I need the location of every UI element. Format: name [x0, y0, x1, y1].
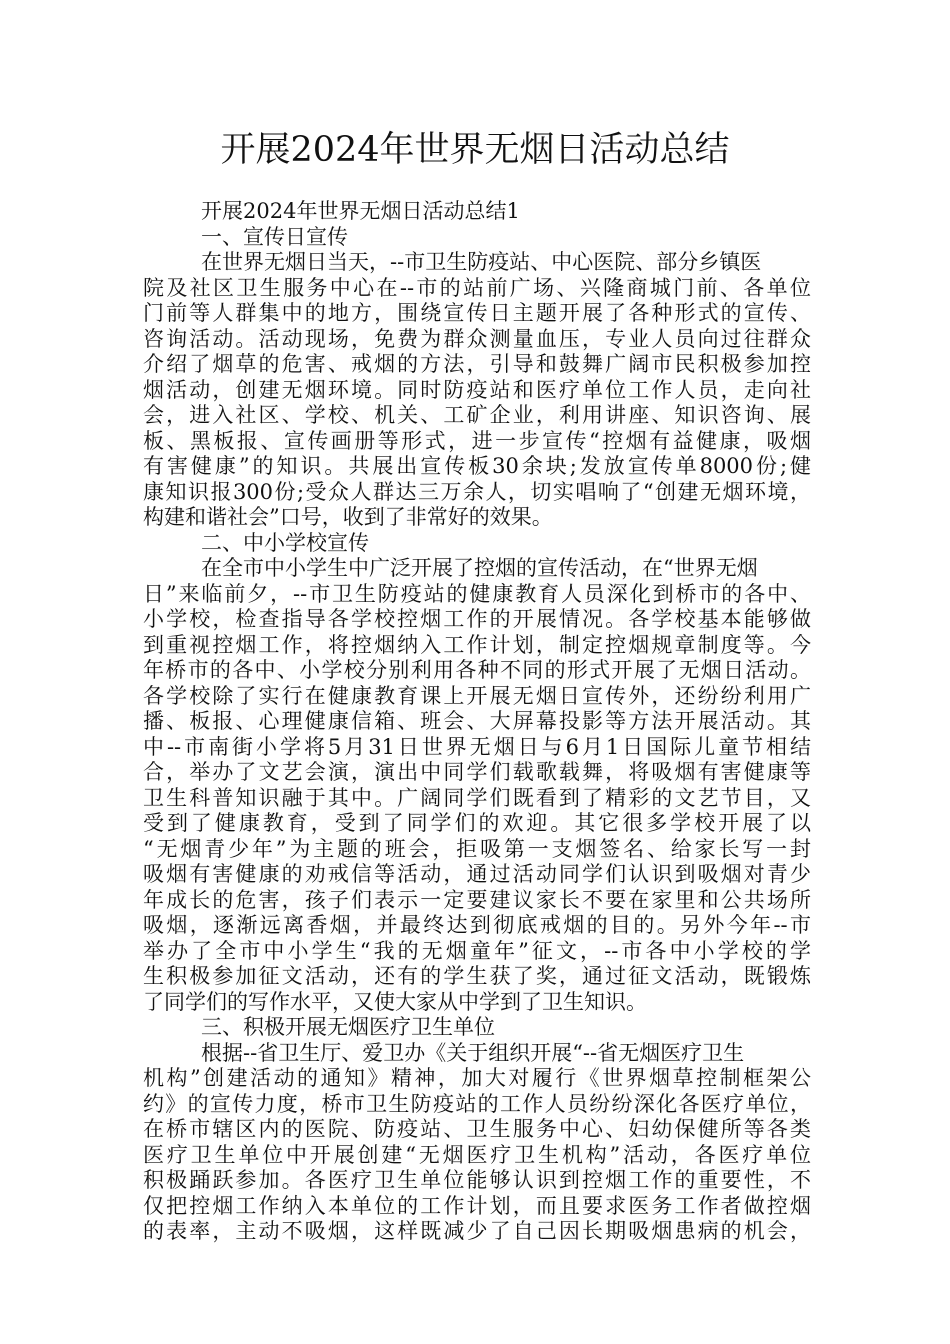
paragraph-line: 年成长的危害，孩子们表示一定要建议家长不要在家里和公共场所 [143, 887, 811, 912]
paragraph-line: 举办了全市中小学生“我的无烟童年”征文，--市各中小学校的学 [143, 938, 811, 963]
paragraph-line: 卫生科普知识融于其中。广阔同学们既看到了精彩的文艺节目，又 [143, 785, 811, 810]
paragraph-line: 板、黑板报、宣传画册等形式，进一步宣传“控烟有益健康，吸烟 [143, 428, 811, 453]
paragraph-line: 在全市中小学生中广泛开展了控烟的宣传活动，在“世界无烟 [201, 556, 758, 580]
paragraph-line: 构建和谐社会”口号，收到了非常好的效果。 [143, 505, 553, 529]
paragraph-line: 康知识报300份;受众人群达三万余人，切实唱响了“创建无烟环境， [143, 479, 811, 504]
paragraph-line: 合，举办了文艺会演，演出中同学们载歌载舞，将吸烟有害健康等 [143, 760, 811, 784]
paragraph-line: 的表率，主动不吸烟，这样既减少了自己因长期吸烟患病的机会， [143, 1219, 811, 1243]
paragraph-line: 烟活动，创建无烟环境。同时防疫站和医疗单位工作人员，走向社 [143, 377, 811, 402]
paragraph-line: 吸烟，逐渐远离香烟，并最终达到彻底戒烟的目的。另外今年--市 [143, 913, 811, 937]
paragraph-line: 在世界无烟日当天，--市卫生防疫站、中心医院、部分乡镇医 [201, 250, 762, 274]
section-heading: 三、积极开展无烟医疗卫生单位 [201, 1015, 495, 1039]
paragraph-line: 根据--省卫生厅、爱卫办《关于组织开展“--省无烟医疗卫生 [201, 1040, 745, 1065]
paragraph-line: 院及社区卫生服务中心在--市的站前广场、兴隆商城门前、各单位 [143, 275, 811, 300]
paragraph-line: 各学校除了实行在健康教育课上开展无烟日宣传外，还纷纷利用广 [143, 683, 811, 708]
paragraph-line: 仅把控烟工作纳入本单位的工作计划，而且要求医务工作者做控烟 [143, 1193, 811, 1218]
paragraph-line: 日”来临前夕，--市卫生防疫站的健康教育人员深化到桥市的各中、 [143, 581, 811, 606]
section-heading: 二、中小学校宣传 [201, 530, 369, 555]
paragraph-line: 门前等人群集中的地方，围绕宣传日主题开展了各种形式的宣传、 [143, 301, 811, 325]
document-subtitle: 开展2024年世界无烟日活动总结1 [201, 199, 520, 223]
paragraph-line: 到重视控烟工作，将控烟纳入工作计划，制定控烟规章制度等。今 [143, 632, 811, 657]
paragraph-line: 约》的宣传力度，桥市卫生防疫站的工作人员纷纷深化各医疗单位， [143, 1091, 811, 1116]
paragraph-line: 医疗卫生单位中开展创建“无烟医疗卫生机构”活动，各医疗单位 [143, 1142, 811, 1167]
document-title: 开展2024年世界无烟日活动总结 [220, 130, 730, 170]
paragraph-line: 了同学们的写作水平，又使大家从中学到了卫生知识。 [143, 989, 647, 1014]
paragraph-line: 有害健康”的知识。共展出宣传板30余块;发放宣传单8000份;健 [143, 454, 811, 478]
paragraph-line: 受到了健康教育，受到了同学们的欢迎。其它很多学校开展了以 [143, 811, 811, 835]
paragraph-line: 播、板报、心理健康信箱、班会、大屏幕投影等方法开展活动。其 [143, 709, 811, 733]
section-heading: 一、宣传日宣传 [201, 224, 348, 249]
paragraph-line: 在桥市辖区内的医院、防疫站、卫生服务中心、妇幼保健所等各类 [143, 1117, 811, 1141]
paragraph-line: 中--市南街小学将5月31日世界无烟日与6月1日国际儿童节相结 [143, 734, 811, 759]
paragraph-line: 积极踊跃参加。各医疗卫生单位能够认识到控烟工作的重要性，不 [143, 1168, 811, 1192]
paragraph-line: “无烟青少年”为主题的班会，拒吸第一支烟签名、给家长写一封 [143, 836, 811, 861]
paragraph-line: 年桥市的各中、小学校分别利用各种不同的形式开展了无烟日活动。 [143, 658, 811, 682]
document-body [143, 199, 811, 1245]
paragraph-line: 吸烟有害健康的劝戒信等活动，通过活动同学们认识到吸烟对青少 [143, 862, 811, 886]
paragraph-line: 小学校，检查指导各学校控烟工作的开展情况。各学校基本能够做 [143, 607, 811, 631]
paragraph-line: 生积极参加征文活动，还有的学生获了奖，通过征文活动，既锻炼 [143, 964, 811, 988]
paragraph-line: 会，进入社区、学校、机关、工矿企业，利用讲座、知识咨询、展 [143, 403, 811, 427]
paragraph-line: 介绍了烟草的危害、戒烟的方法，引导和鼓舞广阔市民积极参加控 [143, 352, 811, 376]
paragraph-line: 咨询活动。活动现场，免费为群众测量血压，专业人员向过往群众 [143, 326, 811, 351]
paragraph-line: 机构”创建活动的通知》精神，加大对履行《世界烟草控制框架公 [143, 1066, 811, 1090]
